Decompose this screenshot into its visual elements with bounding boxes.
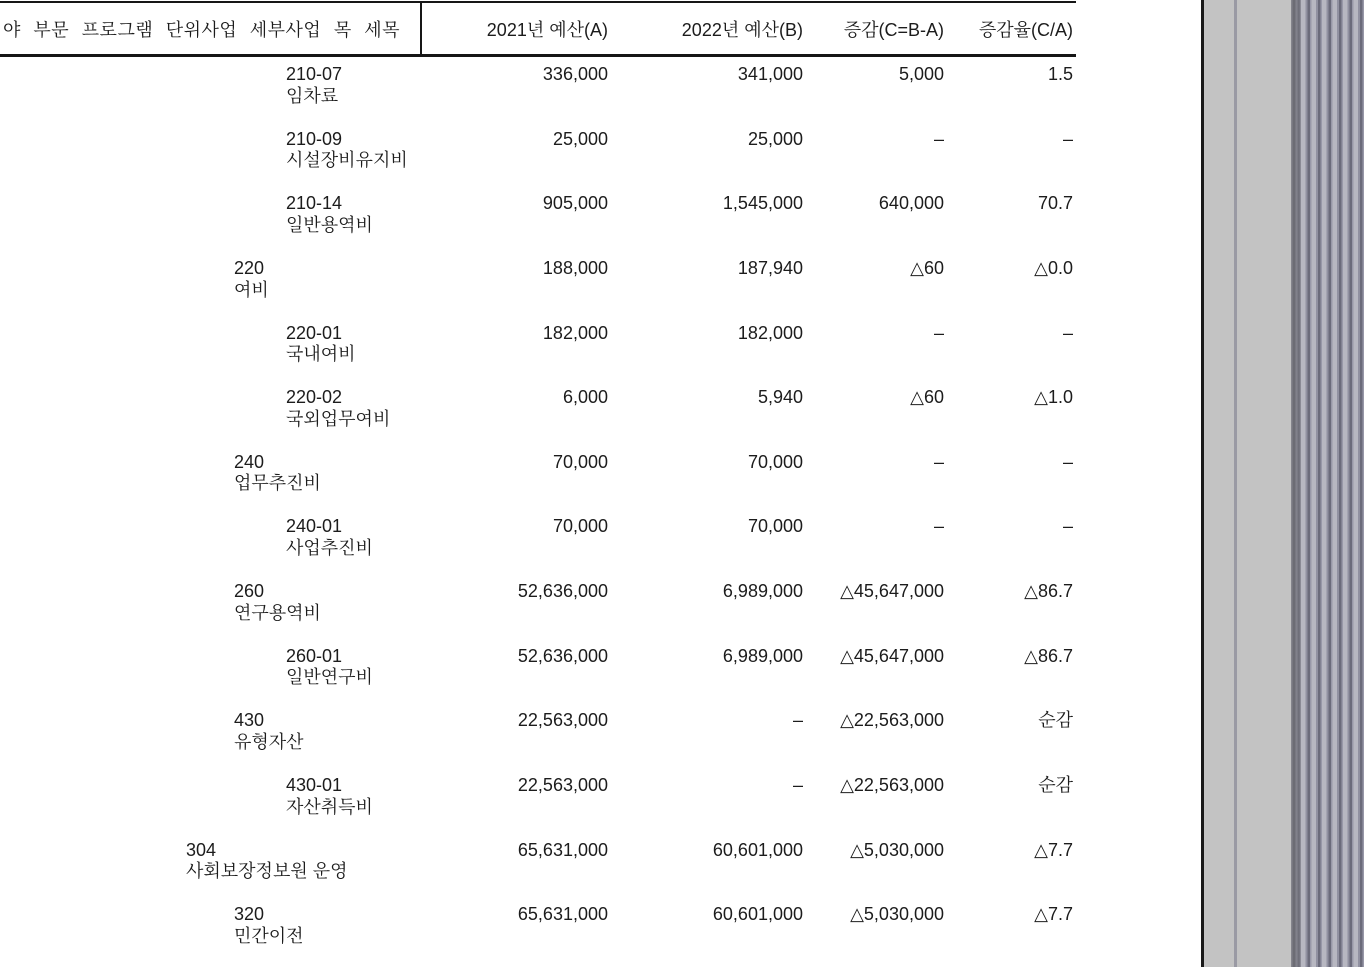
row-code: 240-01: [286, 516, 343, 537]
cell-change-rate: △7.7: [1034, 904, 1073, 925]
cell-budget-2022: 70,000: [747, 516, 803, 537]
row-name: 국내여비: [286, 344, 356, 365]
cell-change-rate: –: [1062, 451, 1073, 472]
row-code: 240: [234, 451, 265, 472]
cell-budget-2021: 22,563,000: [517, 710, 608, 731]
table-row: [0, 193, 1076, 258]
cell-budget-2021: 70,000: [552, 451, 608, 472]
cell-budget-2022: 6,989,000: [722, 581, 803, 602]
row-name: 업무추진비: [234, 473, 321, 494]
table-header-row: [0, 1, 1076, 57]
cell-change: 5,000: [898, 64, 944, 84]
cell-budget-2021: 65,631,000: [517, 839, 608, 860]
row-name: 여비: [234, 279, 269, 300]
table-row: [0, 581, 1076, 646]
cell-change-rate: △7.7: [1034, 839, 1073, 860]
cell-budget-2021: 70,000: [552, 516, 608, 537]
budget-table-body: [0, 57, 1076, 969]
cell-budget-2022: 1,545,000: [722, 193, 803, 214]
cell-budget-2022: –: [792, 775, 803, 796]
table-row: [0, 64, 1076, 129]
scanned-pages-edge: [1201, 0, 1364, 967]
table-row: [0, 646, 1076, 711]
cell-change-rate: 70.7: [1037, 193, 1073, 214]
cell-change-rate: –: [1062, 128, 1073, 149]
page-edge-stripe: [1234, 0, 1237, 967]
page-stack-stripes: [1301, 0, 1364, 967]
cell-change: △60: [910, 387, 944, 408]
row-code: 260-01: [286, 645, 343, 666]
row-code: 430-01: [286, 775, 343, 796]
row-name: 유형자산: [234, 732, 304, 752]
row-code: 220-01: [286, 322, 343, 343]
row-name: 사업추진비: [286, 538, 373, 559]
cell-change-rate: △86.7: [1024, 645, 1073, 666]
row-code: 210-14: [286, 193, 343, 214]
cell-change-rate: △1.0: [1034, 387, 1073, 408]
cell-change: 640,000: [878, 193, 944, 214]
cell-change: △22,563,000: [840, 775, 944, 796]
table-row: [0, 904, 1076, 969]
row-name: 자산취득비: [286, 796, 373, 817]
row-code: 220: [234, 257, 265, 278]
cell-budget-2022: 182,000: [737, 322, 803, 343]
cell-budget-2022: 341,000: [737, 64, 803, 84]
column-header-change: 증감(C=B-A): [843, 19, 944, 40]
cell-budget-2021: 188,000: [542, 257, 608, 278]
cell-change: △60: [910, 257, 944, 278]
row-code: 210-07: [286, 64, 343, 84]
cell-budget-2021: 52,636,000: [517, 581, 608, 602]
cell-budget-2021: 6,000: [562, 387, 608, 408]
row-name: 연구용역비: [234, 602, 321, 623]
column-header-budget-2021: 2021년 예산(A): [486, 19, 608, 40]
cell-budget-2021: 25,000: [552, 128, 608, 149]
cell-budget-2021: 182,000: [542, 322, 608, 343]
cell-budget-2022: 187,940: [737, 257, 803, 278]
cell-budget-2022: 5,940: [757, 387, 803, 408]
cell-budget-2022: –: [792, 710, 803, 731]
table-row: [0, 387, 1076, 452]
cell-change: △5,030,000: [850, 839, 944, 860]
header-divider-line: [420, 3, 422, 54]
cell-budget-2022: 6,989,000: [722, 645, 803, 666]
row-code: 210-09: [286, 128, 343, 149]
row-name: 민간이전: [234, 925, 304, 946]
column-header-budget-2022: 2022년 예산(B): [681, 19, 803, 40]
cell-change: △5,030,000: [850, 904, 944, 925]
cell-budget-2021: 65,631,000: [517, 904, 608, 925]
column-header-change-rate: 증감율(C/A): [978, 19, 1073, 40]
row-code: 430: [234, 710, 265, 731]
cell-change-rate: 순감: [1038, 775, 1073, 796]
row-name: 사회보장정보원 운영: [186, 861, 348, 882]
cell-change: △45,647,000: [840, 581, 944, 602]
cell-budget-2021: 336,000: [542, 64, 608, 84]
cell-change-rate: 1.5: [1047, 64, 1073, 84]
table-row: [0, 323, 1076, 388]
row-name: 시설장비유지비: [286, 150, 408, 171]
cell-change: △45,647,000: [840, 645, 944, 666]
cell-change-rate: △0.0: [1034, 257, 1073, 278]
row-code: 260: [234, 581, 265, 602]
row-name: 일반용역비: [286, 214, 373, 235]
table-row: [0, 775, 1076, 840]
cell-budget-2021: 905,000: [542, 193, 608, 214]
cell-budget-2022: 60,601,000: [712, 904, 803, 925]
row-name: 일반연구비: [286, 667, 373, 688]
cell-change-rate: –: [1062, 322, 1073, 343]
cell-change-rate: –: [1062, 516, 1073, 537]
cell-change: △22,563,000: [840, 710, 944, 731]
row-code: 304: [186, 839, 217, 860]
page-stack-dark-band: [1291, 0, 1301, 967]
cell-budget-2022: 70,000: [747, 451, 803, 472]
table-row: [0, 452, 1076, 517]
hierarchy-column-header: 야 부문 프로그램 단위사업 세부사업 목 세목: [3, 19, 400, 40]
row-name: 국외업무여비: [286, 408, 391, 429]
table-row: [0, 258, 1076, 323]
cell-budget-2022: 60,601,000: [712, 839, 803, 860]
cell-change-rate: △86.7: [1024, 581, 1073, 602]
cell-change-rate: 순감: [1038, 710, 1073, 731]
cell-change: –: [933, 516, 944, 537]
cell-budget-2021: 52,636,000: [517, 645, 608, 666]
cell-budget-2021: 22,563,000: [517, 775, 608, 796]
cell-change: –: [933, 128, 944, 149]
cell-change: –: [933, 322, 944, 343]
table-row: [0, 840, 1076, 905]
cell-change: –: [933, 451, 944, 472]
row-name: 임차료: [286, 85, 339, 106]
table-row: [0, 129, 1076, 194]
cell-budget-2022: 25,000: [747, 128, 803, 149]
row-code: 220-02: [286, 387, 343, 408]
table-row: [0, 710, 1076, 775]
table-row: [0, 516, 1076, 581]
row-code: 320: [234, 904, 265, 925]
